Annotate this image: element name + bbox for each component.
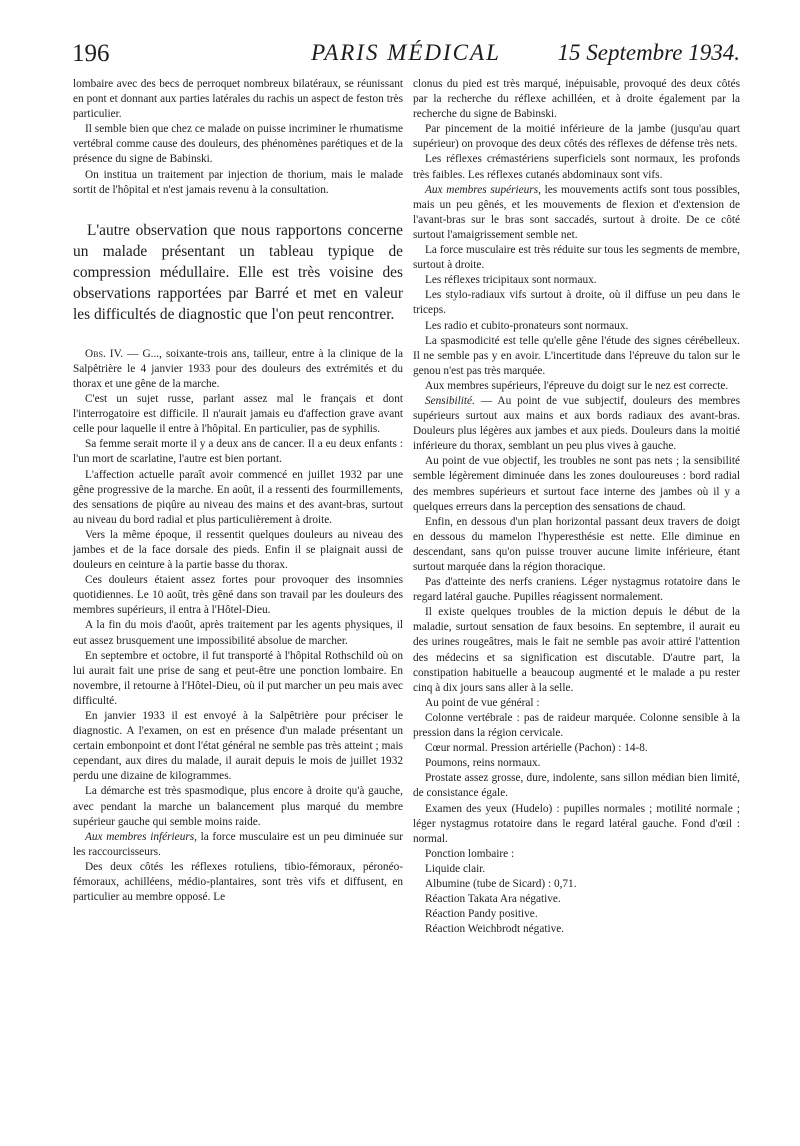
paragraph: Il existe quelques troubles de la miction depuis le début de la maladie, surtout sensation de faux besoins. En septembre, il aurait eu des urines rougeâtres, mais le fait ne semble pas avoir attiré l'attention des médecins et sa signification est discutable. D'autre part, la constipation habituelle a beaucoup augmenté et le malade a pu rester cinq à dix jours sans aller à la selle.: [413, 606, 740, 694]
page-number: 196: [72, 40, 110, 67]
paragraph: Réaction Pandy positive.: [425, 908, 538, 921]
paragraph: Vers la même époque, il ressentit quelques douleurs au niveau des jambes et de la face dorsale des pieds. Enfin il se plaignait aussi de douleurs en ceinture à la partie basse du thorax.: [73, 528, 403, 572]
observation-label: Obs. IV.: [85, 347, 124, 360]
paragraph: Pas d'atteinte des nerfs craniens. Léger nystagmus rotatoire dans le regard latéral gauche. Pupilles réagissent normalement.: [413, 576, 740, 604]
intro-paragraph: L'autre observation que nous rapportons concerne un malade présentant un tableau typique de compression médullaire. Elle est très voisine des observations rapportées par Barré et met en valeur les difficultés de diagnostic que l'on peut rencontrer.: [73, 221, 403, 323]
paragraph: Sa femme serait morte il y a deux ans de cancer. Il a eu deux enfants : l'un mort de scarlatine, l'autre est bien portant.: [73, 438, 403, 466]
paragraph: Aux membres supérieurs, les mouvements actifs sont tous possibles, mais un peu gênés, et les mouvements de flexion et d'extension de l'avant-bras sur le bras sont saccadés, surtout à droite. De ce côté surtout l'amaigrissement semble net.: [413, 183, 740, 241]
paragraph: En janvier 1933 il est envoyé à la Salpêtrière pour préciser le diagnostic. A l'examen, on est en présence d'un malade présentant un certain embonpoint et dont l'état général ne semble pas très atteint ; mais cependant, aux dires du malade, il aurait depuis le mois de juillet 1932 perdu une dizaine de kilogrammes.: [73, 710, 403, 783]
paragraph: Des deux côtés les réflexes rotuliens, tibio-fémoraux, péronéo-fémoraux, achilléens, médio-plantaires, sont très vifs et diffusent, en particulier au membre opposé. Le: [73, 860, 403, 904]
issue-date: 15 Septembre 1934.: [557, 40, 740, 65]
paragraph: Albumine (tube de Sicard) : 0,71.: [425, 877, 577, 890]
section-label: Aux membres inférieurs,: [85, 830, 197, 843]
paragraph: La démarche est très spasmodique, plus encore à droite qu'à gauche, avec pendant la marche un balancement plus marqué du membre supérieur gauche qui semble moins raide.: [73, 785, 403, 828]
paragraph: La spasmodicité est telle qu'elle gêne l'étude des signes cérébelleux. Il ne semble pas y en avoir. L'incertitude dans l'épreuve du talon sur le genou n'est pas très marquée.: [413, 334, 740, 377]
intro-block: [73, 220, 403, 325]
paragraph: clonus du pied est très marqué, inépuisable, provoqué des deux côtés par la recherche du réflexe achilléen, et à droite également par la recherche du signe de Babinski.: [413, 78, 740, 121]
paragraph: Réaction Weichbrodt négative.: [425, 923, 565, 936]
paragraph: Réaction Takata Ara négative.: [425, 893, 561, 906]
paragraph: Les réflexes tricipitaux sont normaux.: [425, 274, 597, 287]
paragraph: Il semble bien que chez ce malade on puisse incriminer le rhumatisme vertébral comme cause des douleurs, des phénomènes parétiques et de la présence du signe de Babinski.: [73, 123, 403, 166]
paragraph: Aux membres inférieurs, la force musculaire est un peu diminuée sur les raccourcisseurs.: [73, 830, 403, 858]
section-label: Sensibilité.: [425, 394, 475, 407]
paragraph: L'affection actuelle paraît avoir commencé en juillet 1932 par une gêne progressive de la marche. En août, il a ressenti des fourmillements, des sensations de piqûre au niveau des mains et des avant-bras, surtout au niveau du bord radial et plus particulièrement à droite.: [73, 468, 403, 526]
paragraph: Ponction lombaire :: [425, 847, 515, 860]
paragraph: Poumons, reins normaux.: [425, 757, 541, 770]
section-label: Aux membres supérieurs,: [425, 183, 541, 196]
paragraph: Prostate assez grosse, dure, indolente, sans sillon médian bien limité, de consistance égale.: [413, 772, 740, 800]
paragraph: Les réflexes crémastériens superficiels sont normaux, les profonds très faibles. Les réflexes cutanés abdominaux sont vifs.: [413, 153, 740, 181]
right-column: [413, 77, 740, 937]
paragraph: Au point de vue objectif, les troubles ne sont pas nets ; la sensibilité semble légèrement diminuée dans les zones douloureuses : bord radial des membres supérieurs et surtout face interne des jambes où il y a quelques erreurs dans la perception des sensations de chaud.: [413, 455, 740, 513]
page-header: [72, 40, 740, 72]
paragraph: Enfin, en dessous d'un plan horizontal passant deux travers de doigt en dessous du mamelon l'hyperesthésie est nette. Elle diminue en descendant, sans qu'on puisse trouver aucune limite inférieure, étant surtout marquée dans la région thoracique.: [413, 515, 740, 573]
paragraph: Au point de vue général :: [425, 696, 540, 709]
paragraph: Sensibilité. — Au point de vue subjectif, douleurs des membres supérieurs surtout aux mains et aux bords radiaux des avant-bras. Douleurs plus légères aux jambes et aux pieds. Douleurs dans la moitié inférieure du thorax, semblant un peu plus vives à gauche.: [413, 394, 740, 453]
paragraph: En septembre et octobre, il fut transporté à l'hôpital Rothschild où on lui aurait fait une prise de sang et peut-être une ponction lombaire. En novembre, il retourne à l'Hôtel-Dieu, où il put marcher un peu mais avec difficulté.: [73, 649, 403, 707]
paragraph: A la fin du mois d'août, après traitement par les agents physiques, il eut assez brusquement une impossibilité absolue de marcher.: [73, 619, 403, 647]
journal-title: PARIS MÉDICAL: [311, 40, 501, 65]
paragraph: Colonne vertébrale : pas de raideur marquée. Colonne sensible à la pression dans la région cervicale.: [413, 711, 740, 740]
observation-heading: [73, 347, 403, 392]
paragraph: Cœur normal. Pression artérielle (Pachon) : 14-8.: [425, 742, 648, 755]
observation-text: — G..., soixante-trois ans, tailleur, entre à la clinique de la Salpêtrière le 4 janvier 1933 pour des douleurs des extrémités et du thorax et une gêne de la marche.: [73, 347, 403, 390]
left-column: [73, 77, 403, 905]
paragraph: Liquide clair.: [425, 862, 486, 875]
paragraph: Ces douleurs étaient assez fortes pour provoquer des insomnies quotidiennes. Le 10 août, très gêné dans son travail par les douleurs des membres supérieurs, il entra à l'Hôtel-Dieu.: [73, 574, 403, 617]
paragraph: Aux membres supérieurs, l'épreuve du doigt sur le nez est correcte.: [425, 379, 729, 392]
paragraph: On institua un traitement par injection de thorium, mais le malade sortit de l'hôpital et n'est jamais revenu à la consultation.: [73, 168, 403, 196]
paragraph: C'est un sujet russe, parlant assez mal le français et dont l'interrogatoire est difficile. Il n'aurait jamais eu d'affection grave avant celle pour laquelle il entre à l'hôpital. En particulier, pas de syphilis.: [73, 393, 403, 436]
paragraph: lombaire avec des becs de perroquet nombreux bilatéraux, se réunissant en pont et donnant aux parties latérales du rachis un aspect de feston très particulier.: [73, 78, 403, 121]
paragraph: Les stylo-radiaux vifs surtout à droite, où il diffuse un peu dans le triceps.: [413, 289, 740, 317]
paragraph: Examen des yeux (Hudelo) : pupilles normales ; motilité normale ; léger nystagmus rotatoire dans le regard latéral gauche. Fond d'œil : normal.: [413, 802, 740, 845]
paragraph: La force musculaire est très réduite sur tous les segments de membre, surtout à droite.: [413, 244, 740, 272]
paragraph: Par pincement de la moitié inférieure de la jambe (jusqu'au quart supérieur) on provoque des deux côtés des réflexes de défense très nets.: [413, 123, 740, 151]
paragraph: Les radio et cubito-pronateurs sont normaux.: [425, 319, 629, 332]
